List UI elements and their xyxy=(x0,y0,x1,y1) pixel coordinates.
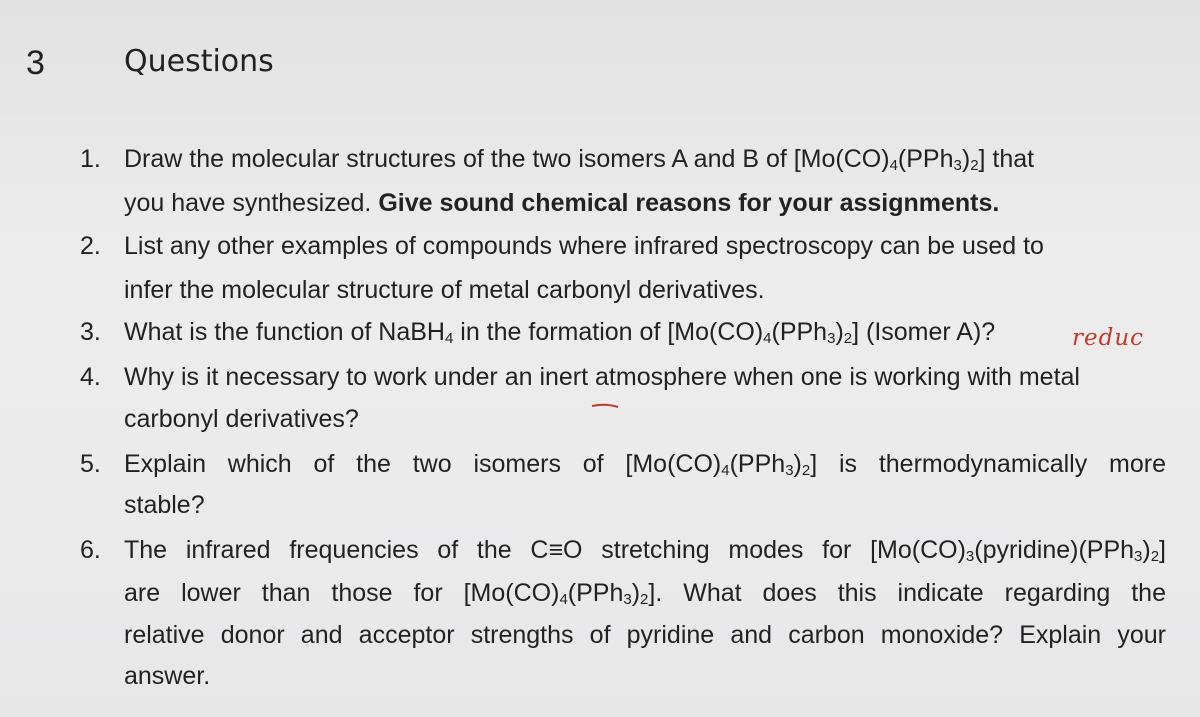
question-6-line-4: answer. xyxy=(124,662,211,690)
question-4-line-1: Why is it necessary to work under an inert atmosphere when one is working with metal xyxy=(124,363,1080,391)
question-5-line-2: stable? xyxy=(124,491,205,519)
question-6-line-2: are lower than those for $[Mo(CO)_4(PPh_3)_2]$. What does this indicate regarding the xyxy=(124,579,1166,608)
question-5-line-1: Explain which of the two isomers of $[Mo(CO)_4(PPh_3)_2]$ is thermodynamically more xyxy=(124,450,1166,479)
question-4-line-2: carbonyl derivatives? xyxy=(124,405,359,433)
question-2-line-2: infer the molecular structure of metal carbonyl derivatives. xyxy=(124,276,765,304)
question-1-line-2: you have synthesized. Give sound chemical reasons for your assignments. xyxy=(124,189,1000,217)
question-2-line-1: List any other examples of compounds where infrared spectroscopy can be used to xyxy=(124,232,1044,260)
handwritten-annotation: reduc xyxy=(1072,325,1145,351)
question-3-line-1: What is the function of NaBH$_4$ in the formation of $[Mo(CO)_4(PPh_3)_2]$ (Isomer A)? xyxy=(124,318,996,347)
handwritten-tick-mark xyxy=(590,400,620,412)
question-3-number: 3. xyxy=(80,318,101,346)
question-6-line-1: The infrared frequencies of the C≡O stretching modes for $[Mo(CO)_3(pyridine)(PPh_3)_2]$ xyxy=(124,536,1166,565)
question-2-number: 2. xyxy=(80,232,101,260)
section-title: Questions xyxy=(124,44,274,79)
section-number: 3 xyxy=(26,44,45,82)
question-5-number: 5. xyxy=(80,450,101,478)
question-6-line-3: relative donor and acceptor strengths of pyridine and carbon monoxide? Explain your xyxy=(124,621,1166,649)
question-6-number: 6. xyxy=(80,536,101,564)
question-1-emphasis: Give sound chemical reasons for your assignments. xyxy=(378,189,1000,217)
question-1-number: 1. xyxy=(80,145,101,173)
question-4-number: 4. xyxy=(80,363,101,391)
question-1-line-1: Draw the molecular structures of the two isomers A and B of $[Mo(CO)_4(PPh_3)_2]$ that xyxy=(124,145,1035,174)
